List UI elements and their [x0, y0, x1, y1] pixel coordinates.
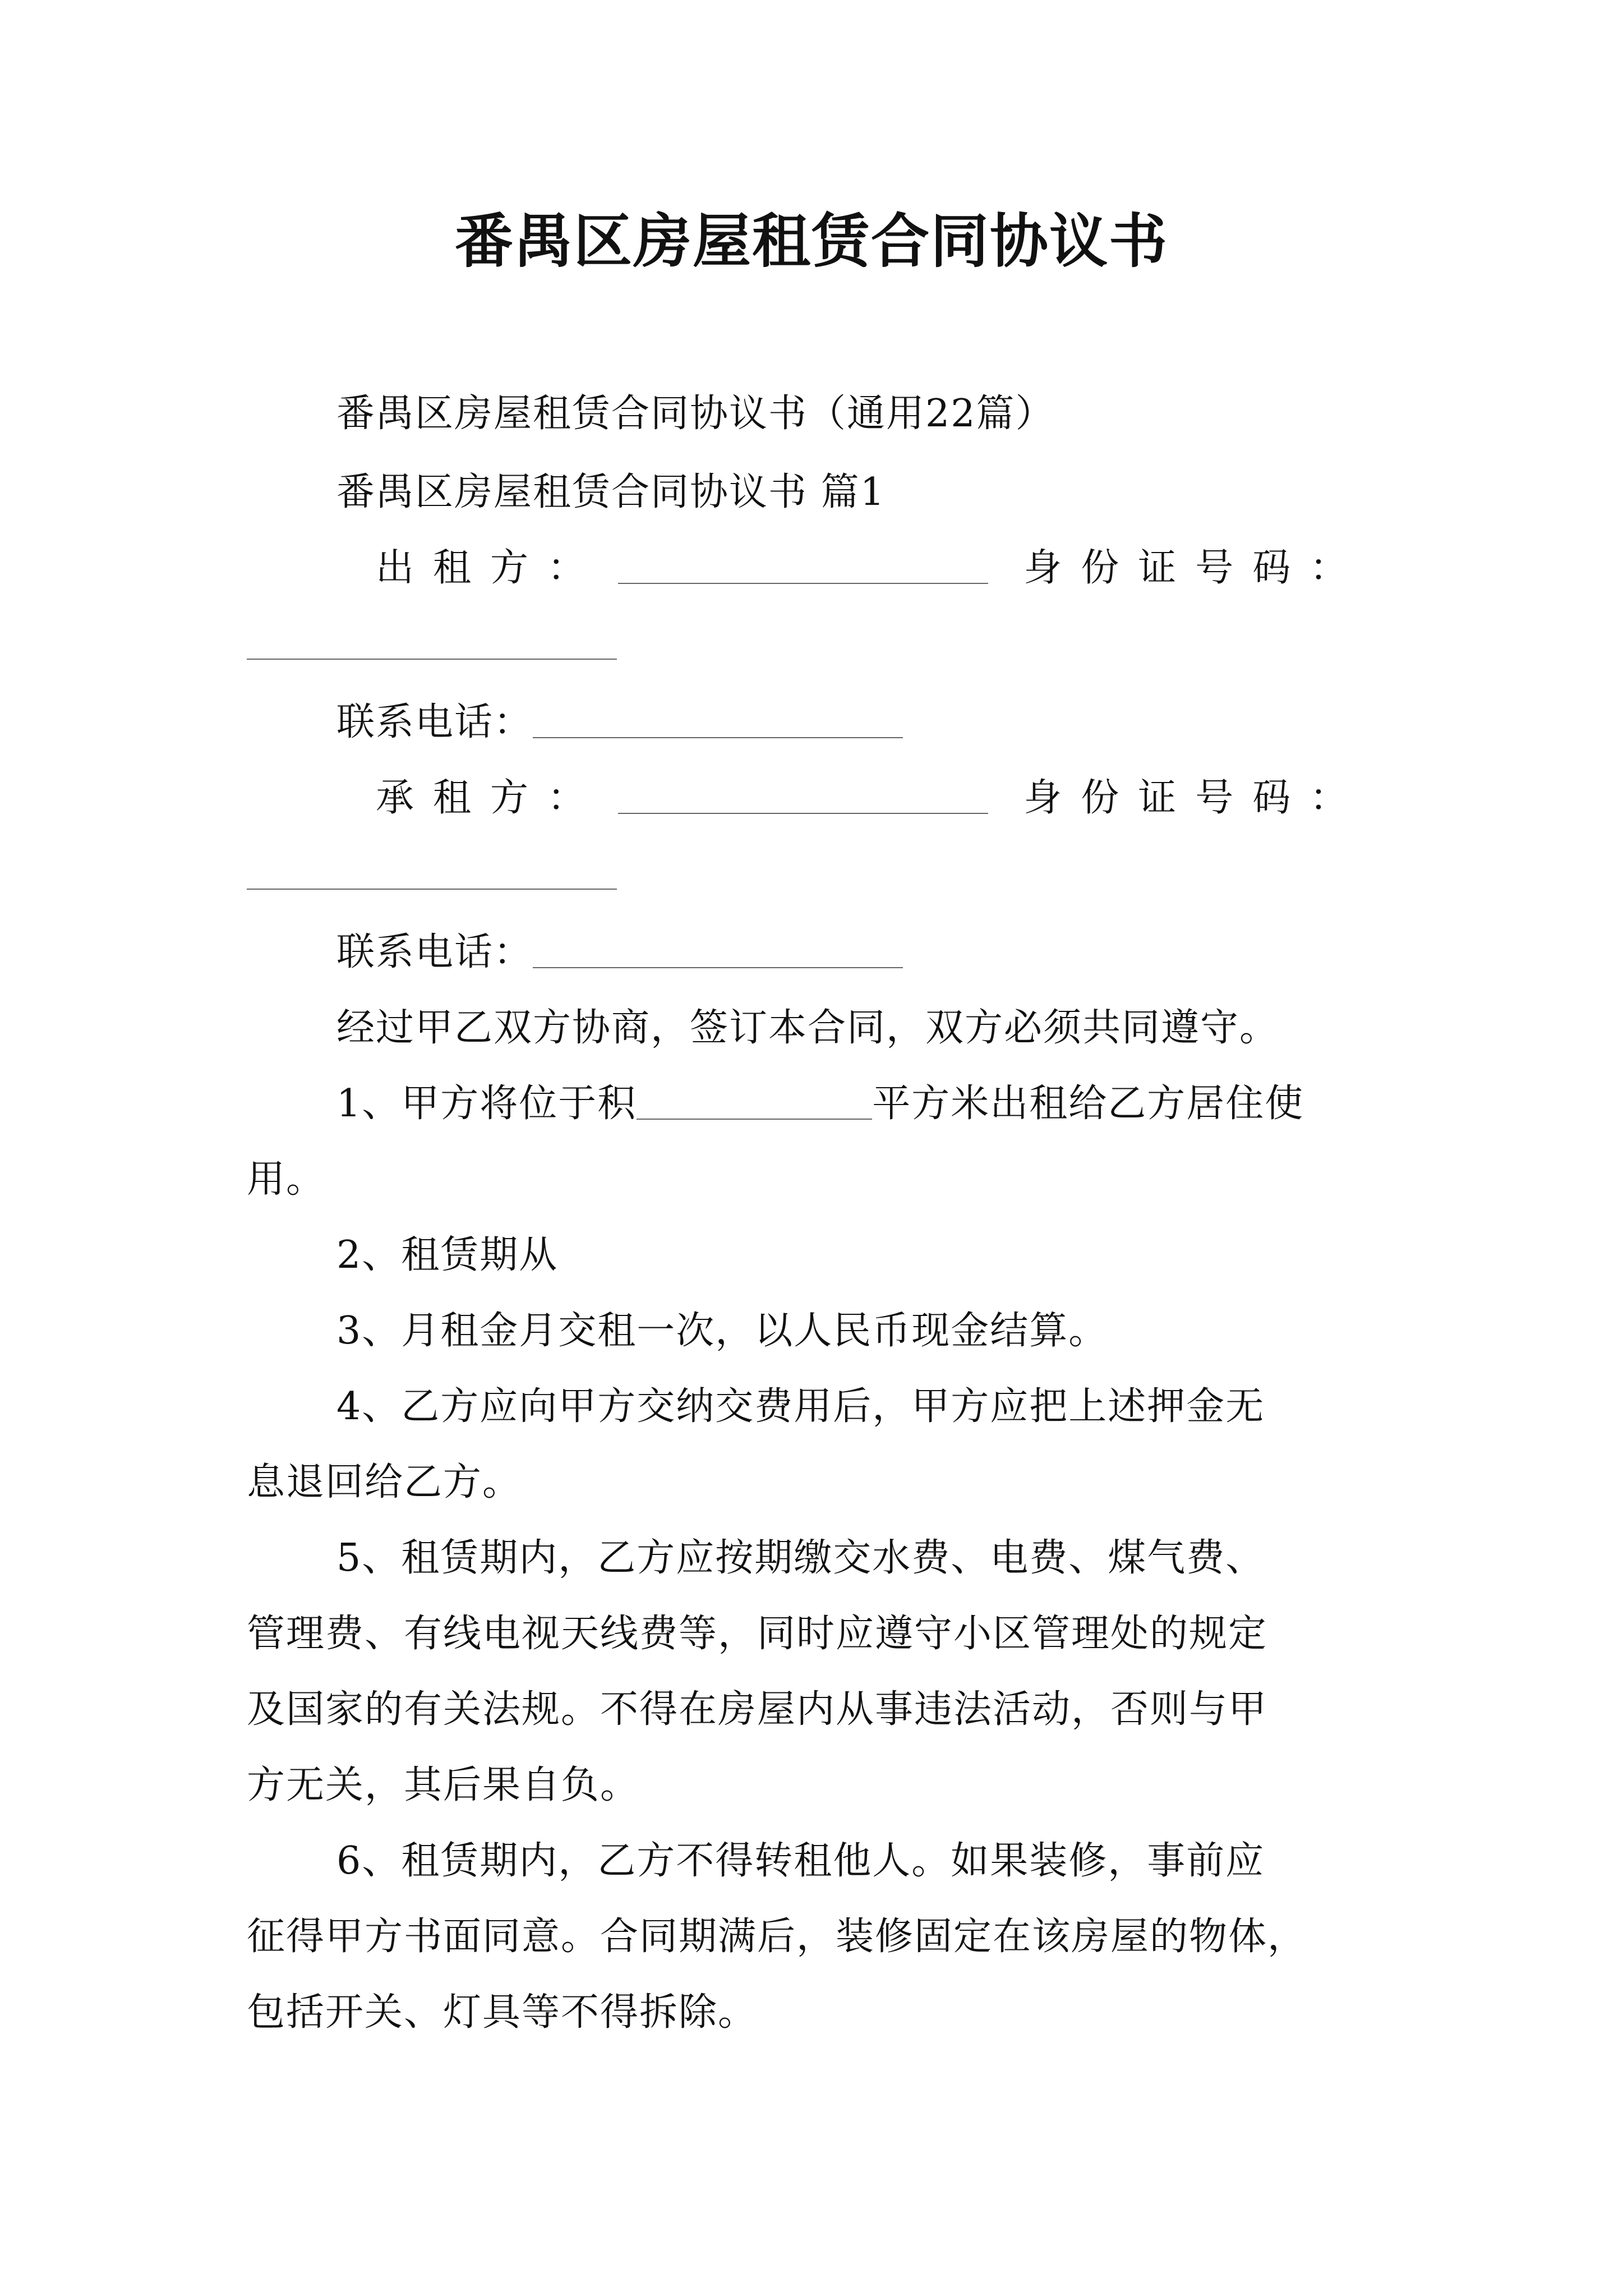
- document-subtitle: 番禺区房屋租赁合同协议书（通用22篇）: [336, 392, 1055, 436]
- item-2: 2、租赁期从: [336, 1233, 559, 1277]
- lessor-phone-line: [336, 696, 1514, 749]
- lessee-id-line: [247, 847, 1424, 901]
- lessee-phone-line: [336, 926, 1514, 979]
- lessor-phone-label: 联系电话：: [336, 700, 533, 744]
- item-4-line-2: 息退回给乙方。: [247, 1460, 522, 1504]
- item-6-line-2: 征得甲方书面同意。合同期满后，装修固定在该房屋的物体，: [247, 1915, 1307, 1959]
- lessor-id-line: [247, 617, 1424, 671]
- item-6-line-1: 6、租赁期内，乙方不得转租他人。如果装修，事前应: [336, 1839, 1265, 1883]
- lessee-name-blank: [618, 774, 988, 814]
- lessee-line: [376, 771, 1553, 825]
- item-1-line-1: [336, 1077, 1514, 1131]
- lessee-id-blank: [247, 849, 617, 890]
- item-4-line-1: 4、乙方应向甲方交纳交费用后，甲方应把上述押金无: [336, 1384, 1265, 1429]
- item-3: 3、月租金月交租一次，以人民币现金结算。: [336, 1309, 1108, 1353]
- lessor-line: [376, 541, 1553, 595]
- item-5-line-1: 5、租赁期内，乙方应按期缴交水费、电费、煤气费、: [336, 1536, 1265, 1580]
- lessor-name-blank: [618, 544, 988, 584]
- item-5-line-2: 管理费、有线电视天线费等，同时应遵守小区管理处的规定: [247, 1612, 1268, 1656]
- item-5-line-3: 及国家的有关法规。不得在房屋内从事违法活动，否则与甲: [247, 1687, 1268, 1732]
- lessor-label: 出租方：: [376, 546, 605, 590]
- lessee-phone-blank: [533, 928, 903, 968]
- item-5-line-4: 方无关，其后果自负。: [247, 1763, 640, 1807]
- lessor-phone-blank: [533, 698, 903, 738]
- item-1-area-blank: [637, 1079, 872, 1120]
- lessee-phone-label: 联系电话：: [336, 930, 533, 974]
- item-1-line-2: 用。: [247, 1157, 326, 1202]
- intro-paragraph: 经过甲乙双方协商，签订本合同，双方必须共同遵守。: [336, 1006, 1279, 1050]
- document-title: 番禺区房屋租赁合同协议书: [454, 206, 1168, 275]
- lessor-id-label: 身份证号码：: [1023, 546, 1367, 590]
- lessee-label: 承租方：: [376, 776, 605, 820]
- item-6-line-3: 包括开关、灯具等不得拆除。: [247, 1990, 758, 2035]
- lessee-id-label: 身份证号码：: [1023, 776, 1367, 820]
- item-1-text-b: 平方米出租给乙方居住使: [872, 1082, 1304, 1126]
- section-heading: 番禺区房屋租赁合同协议书 篇1: [336, 470, 886, 514]
- lessor-id-blank: [247, 619, 617, 660]
- item-1-text-a: 1、甲方将位于积: [336, 1082, 637, 1126]
